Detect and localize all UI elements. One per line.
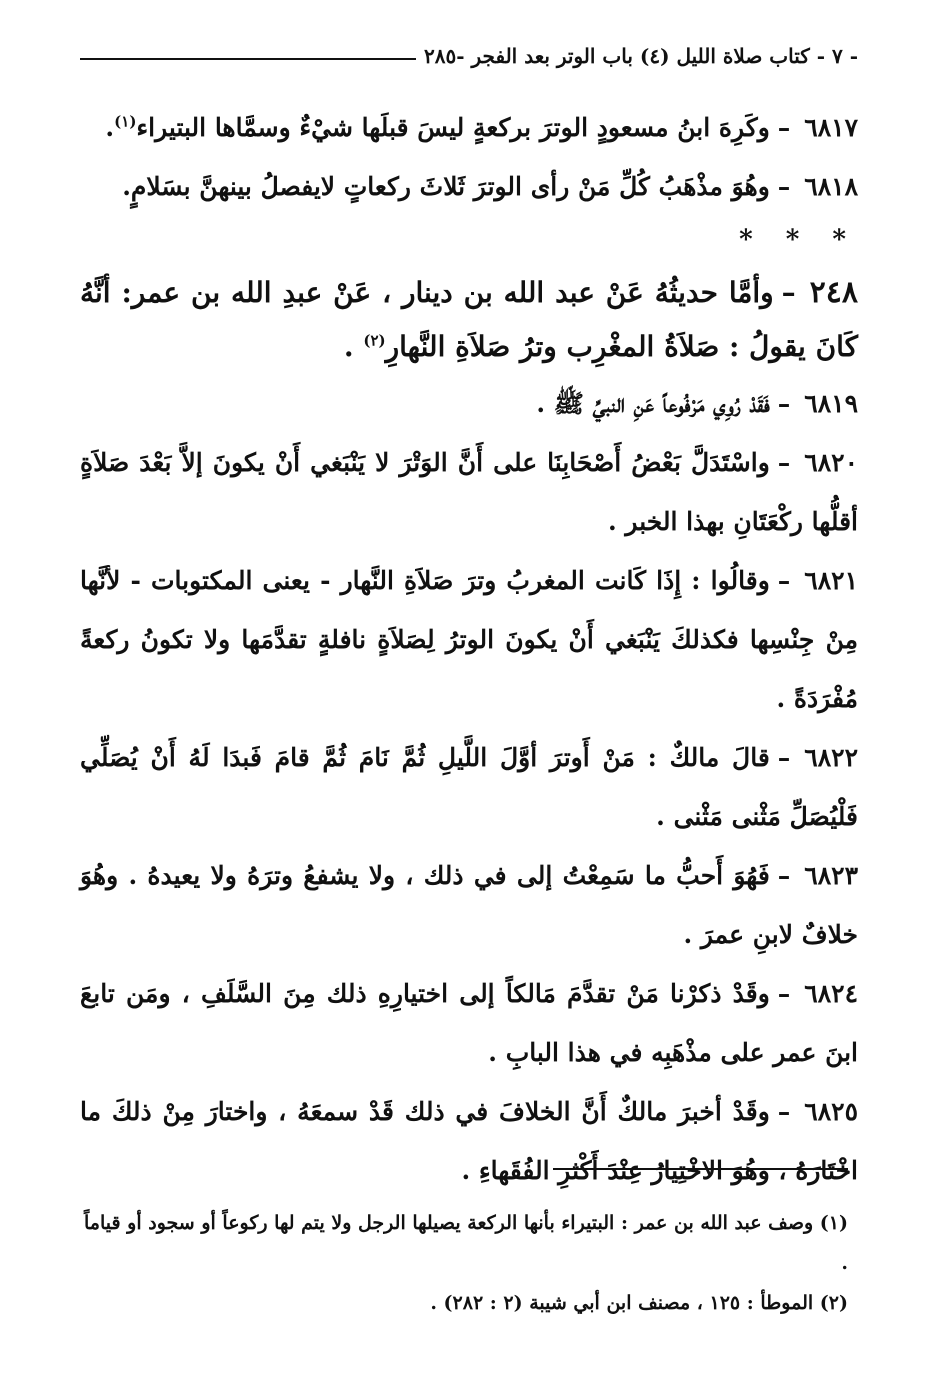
hadith-end: .: [343, 330, 354, 363]
paragraph-number: ٦٨٢١: [804, 566, 858, 595]
footnote-2: (٢) الموطأ : ١٢٥ ، مصنف ابن أبي شيبة (٢ : ٢٨٢) .: [430, 1292, 848, 1314]
paragraph-number: ٦٨١٨: [804, 172, 858, 201]
paragraph-6823: [80, 846, 858, 964]
dash: –: [777, 113, 791, 142]
paragraph-number: ٦٨١٧: [804, 113, 858, 142]
header-title: - ٧ - كتاب صلاة الليل (٤) باب الوتر بعد الفجر -٢٨٥: [424, 44, 858, 68]
hadith-248: [80, 266, 858, 374]
paragraph-6817: [80, 98, 858, 157]
paragraph-6820: [80, 433, 858, 551]
paragraph-text: وقَدْ ذكرْنا مَنْ تقدَّمَ مَالكاً إلى اختيارِهِ ذلك مِنَ السَّلَفِ ، ومَن تابعَ ابنَ عمر على مذْهَبِه في هذا البابِ .: [80, 979, 858, 1067]
dash: –: [777, 743, 791, 772]
paragraph-number: ٦٨٢٥: [804, 1097, 858, 1126]
paragraph-text: وهُوَ مذْهَبُ كُلِّ مَنْ رأى الوترَ ثَلاثَ ركعاتٍ لايفصلُ بينهنَّ بسَلامٍ.: [122, 172, 770, 201]
paragraph-number: ٦٨٢٣: [804, 861, 858, 890]
footnote-rule: [553, 1168, 848, 1170]
footnote-ref[interactable]: (١): [114, 112, 137, 131]
dash: –: [777, 172, 791, 201]
header-rule: [80, 58, 416, 60]
paragraph-end: .: [105, 113, 115, 142]
dash: –: [777, 566, 791, 595]
paragraph-text: وقَدْ أخبرَ مالكٌ أَنَّ الخلافَ في ذلك قَدْ سمعَهُ ، واختارَ مِنْ ذلكَ ما اخْتَارَهُ ، وهُوَ الاخْتِيارُ عِنْدَ أَكْثرِ الفُقَهاءِ .: [80, 1097, 858, 1185]
paragraph-text: قالَ مالكٌ : مَنْ أَوترَ أوَّلَ اللَّيلِ ثُمَّ نَامَ ثُمَّ قامَ فَبدَا لَهُ أَنْ يُصَلِّي فَلْيُصَلِّ مَثْنى مَثْنى .: [80, 743, 858, 831]
dash: –: [777, 448, 791, 477]
paragraph-text: فَهُوَ أَحبُّ ما سَمِعْتُ إلى في ذلك ، ولا يشفعُ وترَهُ ولا يعيدهُ . وهُوَ خلافٌ لابنِ عمرَ .: [80, 861, 858, 949]
main-text: [80, 98, 858, 1200]
running-header: [80, 36, 858, 76]
dash: –: [777, 389, 791, 418]
paragraph-text: واسْتَدَلَّ بَعْضُ أَصْحَابِنَا على أَنَّ الوَتْرَ لا يَنْبَغي أَنْ يكونَ إلاَّ بَعْدَ صَلاَةٍ أقلُّها ركْعَتَانِ بهذا الخبر .: [80, 448, 858, 536]
paragraph-6821: [80, 551, 858, 728]
dash: –: [781, 276, 796, 309]
paragraph-number: ٦٨٢٤: [804, 979, 858, 1008]
dash: –: [777, 1097, 791, 1126]
paragraph-6824: [80, 964, 858, 1082]
hadith-text: وأمَّا حديثُهُ عَنْ عبد الله بن دينار ، عَنْ عبدِ الله بن عمر: أنَّهُ كَانَ يقولُ : صَلاَةُ المغْرِب وترُ صَلاَةِ النَّهارِ: [80, 276, 858, 363]
dash: –: [777, 861, 791, 890]
paragraph-text: وقالُوا : إِذَا كَانت المغربُ وترَ صَلاَةِ النَّهار - يعنى المكتوبات - لأنَّها مِنْ جِنْسِها فكذلكَ يَنْبَغي أَنْ يكونَ الوترُ لِصَلاَةٍ نافلةٍ تقدَّمَها ولا تكونُ ركعةً مُفْرَدَةً .: [80, 566, 858, 713]
paragraph-text: وكَرِهَ ابنُ مسعودٍ الوترَ بركعةٍ ليسَ قبلَها شيْءٌ وسمَّاها البتيراء: [136, 113, 770, 142]
dash: –: [777, 979, 791, 1008]
paragraph-number: ٦٨٢٢: [804, 743, 858, 772]
footnote-1: (١) وصف عبد الله بن عمر : البتيراء بأنها الركعة يصيلها الرجل ولا يتم لها ركوعاً أو سجود أو قياماً .: [84, 1212, 848, 1274]
paragraph-6822: [80, 728, 858, 846]
paragraph-number: ٦٨١٩: [804, 389, 858, 418]
footnotes: [80, 1203, 848, 1323]
paragraph-text: فَقَدْ رُوِي مَرْفُوعاً عَنِ النبيِّ ﷺ .: [536, 389, 770, 418]
paragraph-6819: [80, 374, 858, 433]
footnote-ref[interactable]: (٢): [363, 331, 386, 350]
hadith-number: ٢٤٨: [809, 275, 858, 310]
section-separator: * * *: [739, 225, 858, 255]
paragraph-6825: [80, 1082, 858, 1200]
paragraph-6818: [80, 157, 858, 216]
paragraph-number: ٦٨٢٠: [804, 448, 858, 477]
